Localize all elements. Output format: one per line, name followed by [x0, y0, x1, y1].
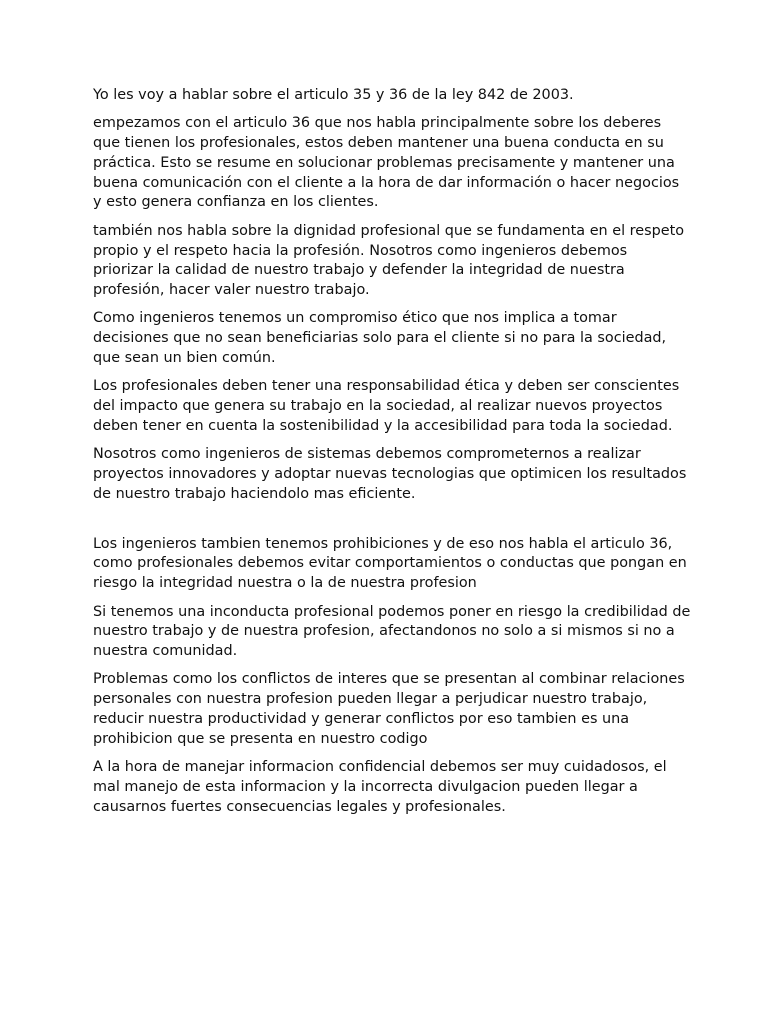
- paragraph-confidencialidad: A la hora de manejar informacion confidencial debemos ser muy cuidadosos, el mal manejo de esta informacion y la incorrecta divulgacion pueden llegar a causarnos fuertes consecuencias legales y profesionales.: [93, 759, 667, 815]
- paragraph-innovacion: Nosotros como ingenieros de sistemas debemos comprometernos a realizar proyectos innovadores y adoptar nuevas tecnologias que optimicen los resultados de nuestro trabajo haciendolo mas eficiente.: [93, 446, 687, 502]
- paragraph-conflictos: Problemas como los conflictos de interes que se presentan al combinar relaciones personales con nuestra profesion pueden llegar a perjudicar nuestro trabajo, reducir nuestra productividad y generar conflictos por eso tambien es una prohibicion que se presenta en nuestro codigo: [93, 671, 685, 747]
- paragraph-deberes: empezamos con el articulo 36 que nos habla principalmente sobre los deberes que tienen los profesionales, estos deben mantener una buena conducta en su práctica. Esto se resume en solucionar problemas precisamente y mantener una buena comunicación con el cliente a la hora de dar información o hacer negocios y esto genera confianza en los clientes.: [93, 115, 680, 211]
- paragraph-inconducta: Si tenemos una inconducta profesional podemos poner en riesgo la credibilidad de nuestro trabajo y de nuestra profesion, afectandonos no solo a si mismos si no a nuestra comunidad.: [93, 603, 691, 660]
- paragraph-responsabilidad: Los profesionales deben tener una responsabilidad ética y deben ser conscientes del impacto que genera su trabajo en la sociedad, al realizar nuevos proyectos deben tener en cuenta la sostenibilidad y la accesibilidad para toda la sociedad.: [93, 378, 680, 434]
- paragraph-intro: Yo les voy a hablar sobre el articulo 35 y 36 de la ley 842 de 2003.: [93, 87, 574, 103]
- document-body: [93, 86, 691, 826]
- paragraph-dignidad: también nos habla sobre la dignidad profesional que se fundamenta en el respeto propio y el respeto hacia la profesión. Nosotros como ingenieros debemos priorizar la calidad de nuestro trabajo y defender la integridad de nuestra profesión, hacer valer nuestro trabajo.: [93, 222, 685, 299]
- paragraph-prohibiciones: Los ingenieros tambien tenemos prohibiciones y de eso nos habla el articulo 36, como profesionales debemos evitar comportamientos o conductas que pongan en riesgo la integridad nuestra o la de nuestra profesion: [93, 535, 687, 592]
- paragraph-compromiso-etico: Como ingenieros tenemos un compromiso ético que nos implica a tomar decisiones que no sean beneficiarias solo para el cliente si no para la sociedad, que sean un bien común.: [93, 310, 667, 367]
